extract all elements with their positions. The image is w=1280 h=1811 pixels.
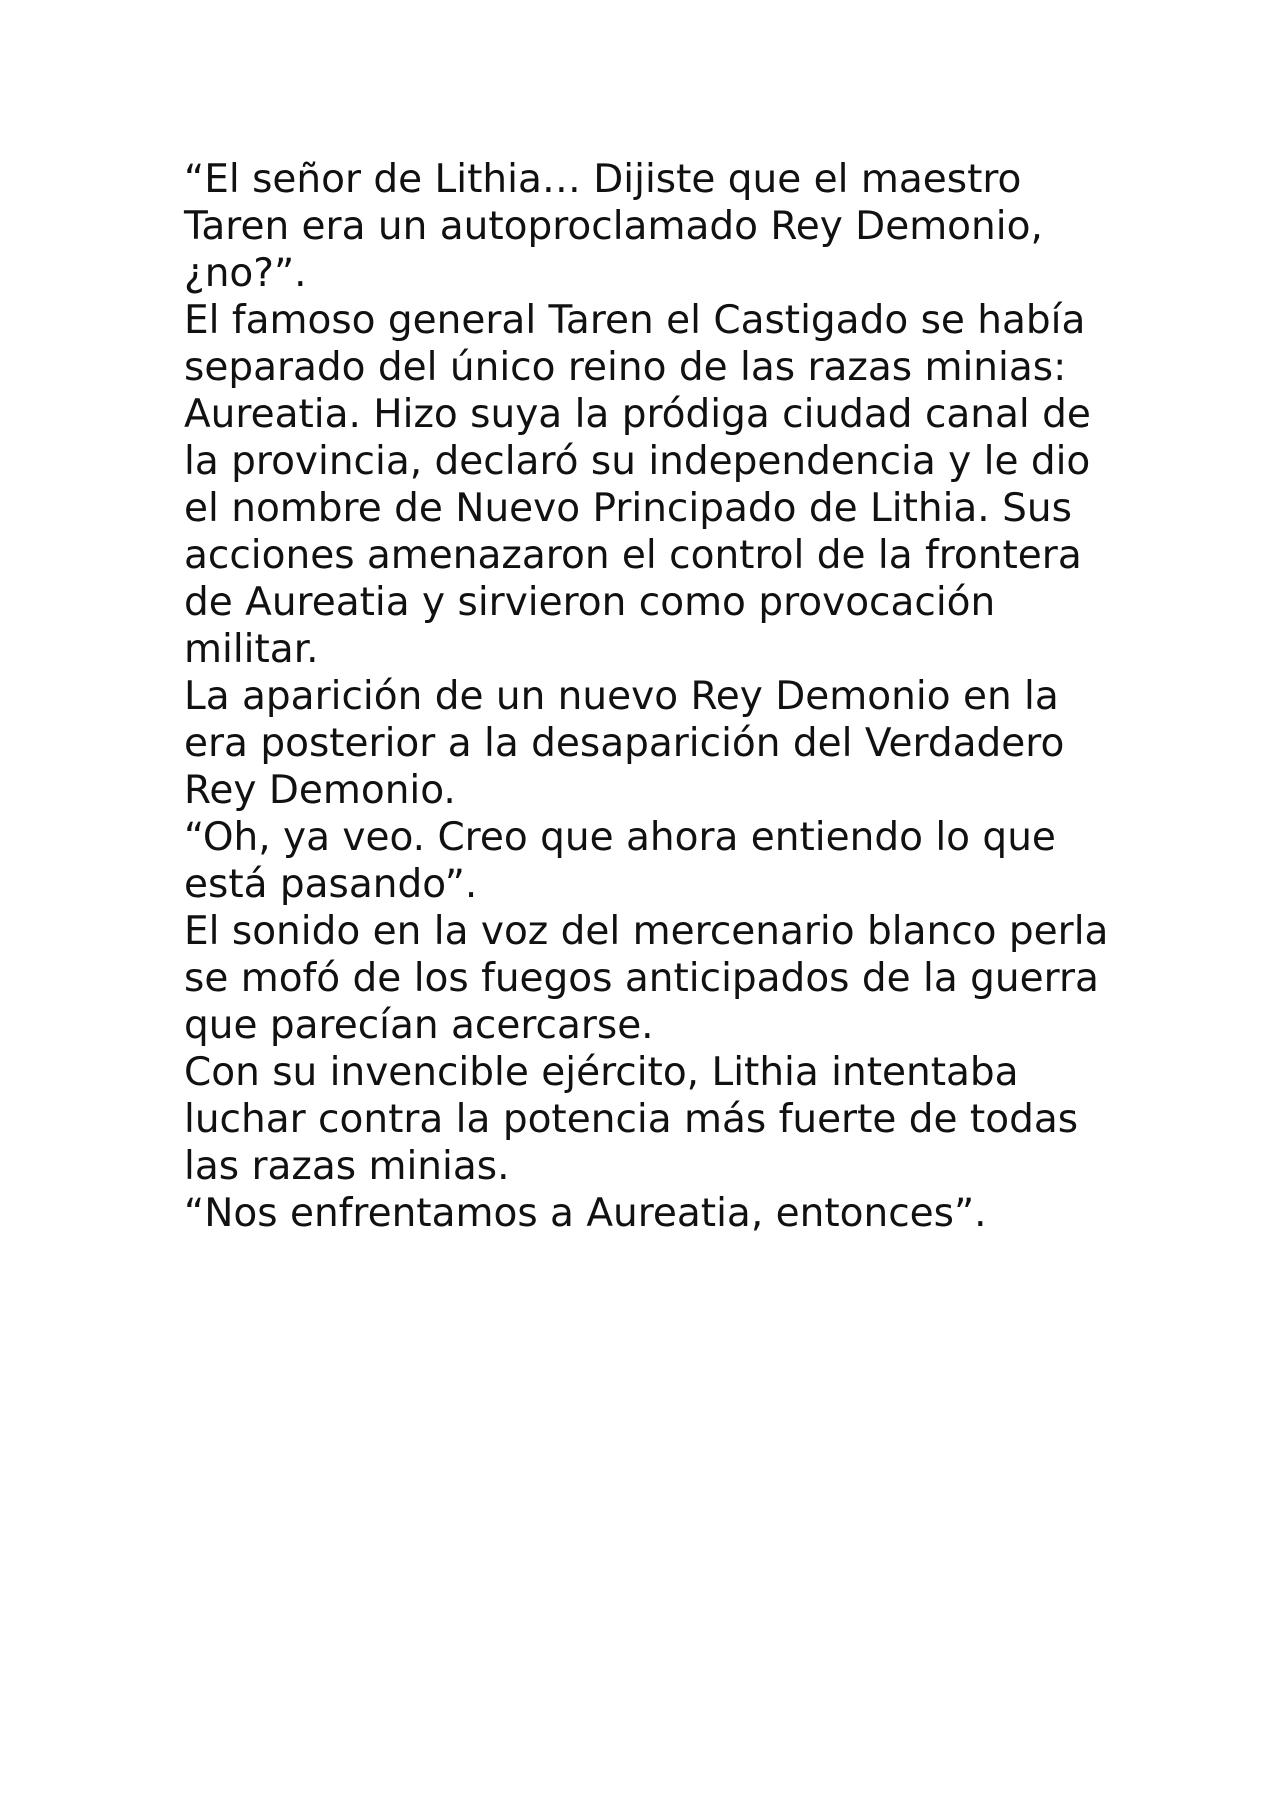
paragraph: “El señor de Lithia… Dijiste que el maestro Taren era un autoproclamado Rey Demonio, ¿no?”. <box>184 157 1043 296</box>
paragraph: Con su invencible ejército, Lithia intentaba luchar contra la potencia más fuerte de todas las razas minias. <box>184 1050 1079 1189</box>
paragraph: La aparición de un nuevo Rey Demonio en la era posterior a la desaparición del Verdadero Rey Demonio. <box>184 674 1065 813</box>
paragraph: El famoso general Taren el Castigado se había separado del único reino de las razas minias: Aureatia. Hizo suya la pródiga ciudad canal de la provincia, declaró su independencia y le dio el nombre de Nuevo Principado de Lithia. Sus acciones amenazaron el control de la frontera de Aureatia y sirvieron como provocación militar. <box>184 298 1091 672</box>
body-text <box>184 156 1124 1237</box>
paragraph: “Oh, ya veo. Creo que ahora entiendo lo que está pasando”. <box>184 815 1056 907</box>
paragraph: El sonido en la voz del mercenario blanco perla se mofó de los fuegos anticipados de la guerra que parecían acercarse. <box>184 909 1109 1048</box>
paragraph: “Nos enfrentamos a Aureatia, entonces”. <box>184 1191 987 1236</box>
